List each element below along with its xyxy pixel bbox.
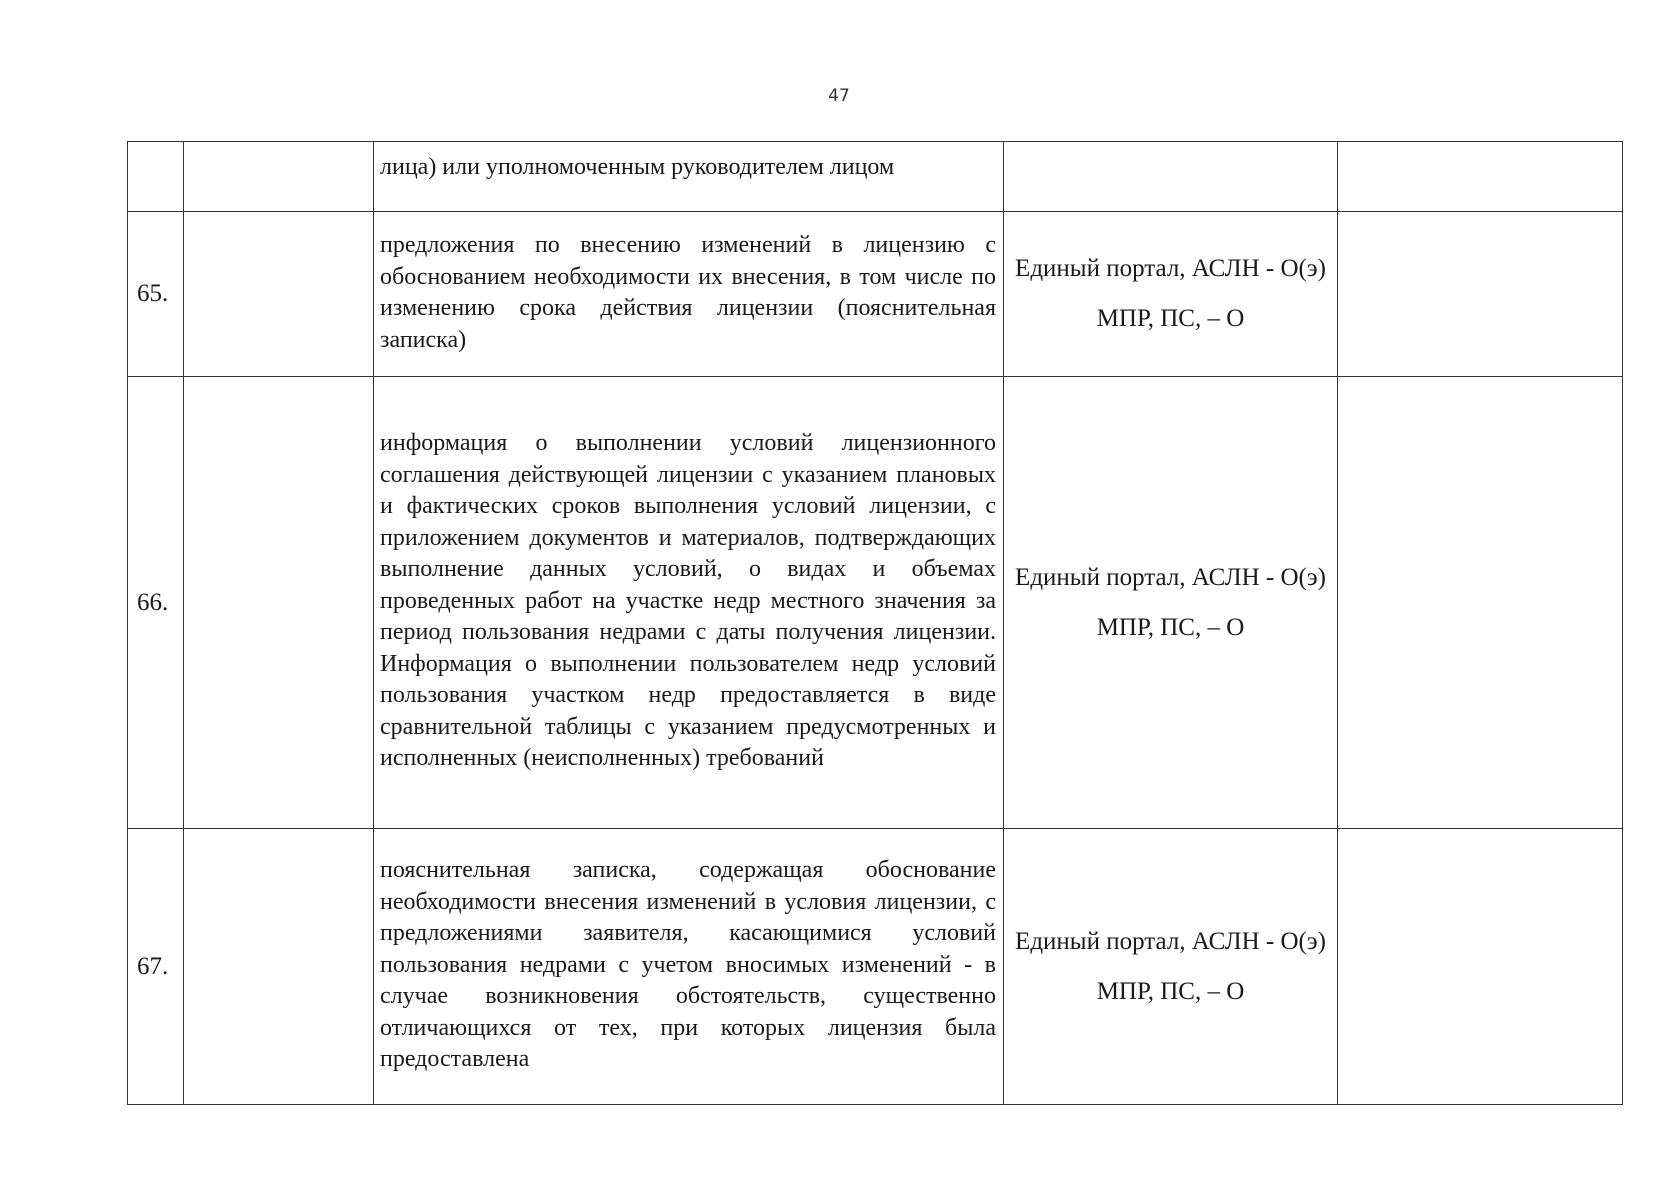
- row-description: лица) или уполномоченным руководителем лицом: [374, 142, 1004, 212]
- table-row: [128, 212, 1623, 377]
- row-number: [128, 142, 184, 212]
- table-row: [128, 142, 1623, 212]
- blank-cell: [1338, 142, 1623, 212]
- source-portal: Единый портал, АСЛН - О(э): [1015, 255, 1326, 282]
- blank-cell: [1338, 829, 1623, 1105]
- table-row: [128, 377, 1623, 829]
- row-source: [1004, 142, 1338, 212]
- row-description: информация о выполнении условий лицензионного соглашения действующей лицензии с указанием плановых и фактических сроков выполнения условий лицензии, с приложением документов и материалов, подтверждающих выполнение данных условий, о видах и объемах проведенных работ на участке недр местного значения за период пользования недрами с даты получения лицензии. Информация о выполнении пользователем недр условий пользования участком недр предоставляется в виде сравнительной таблицы с указанием предусмотренных и исполненных (неисполненных) требований: [374, 377, 1004, 829]
- blank-cell: [1338, 212, 1623, 377]
- blank-cell: [184, 212, 374, 377]
- blank-cell: [184, 142, 374, 212]
- source-ministry: МПР, ПС, – О: [1096, 613, 1245, 641]
- document-table: [127, 141, 1623, 1105]
- row-description: предложения по внесению изменений в лицензию с обоснованием необходимости их внесения, в том числе по изменению срока действия лицензии (пояснительная записка): [374, 212, 1004, 377]
- table-row: [128, 829, 1623, 1105]
- row-number: 67.: [128, 829, 184, 1105]
- blank-cell: [1338, 377, 1623, 829]
- source-ministry: МПР, ПС, – О: [1096, 305, 1245, 332]
- row-source: [1004, 212, 1338, 377]
- page-number: 47: [828, 86, 850, 106]
- row-source: [1004, 377, 1338, 829]
- source-portal: Единый портал, АСЛН - О(э): [1015, 563, 1326, 591]
- row-number: 65.: [128, 212, 184, 377]
- row-description: пояснительная записка, содержащая обоснование необходимости внесения изменений в условия лицензии, с предложениями заявителя, касающимися условий пользования недрами с учетом вносимых изменений - в случае возникновения обстоятельств, существенно отличающихся от тех, при которых лицензия была предоставлена: [374, 829, 1004, 1105]
- source-portal: Единый портал, АСЛН - О(э): [1015, 927, 1326, 955]
- row-number: 66.: [128, 377, 184, 829]
- blank-cell: [184, 829, 374, 1105]
- blank-cell: [184, 377, 374, 829]
- source-ministry: МПР, ПС, – О: [1096, 977, 1245, 1005]
- row-source: [1004, 829, 1338, 1105]
